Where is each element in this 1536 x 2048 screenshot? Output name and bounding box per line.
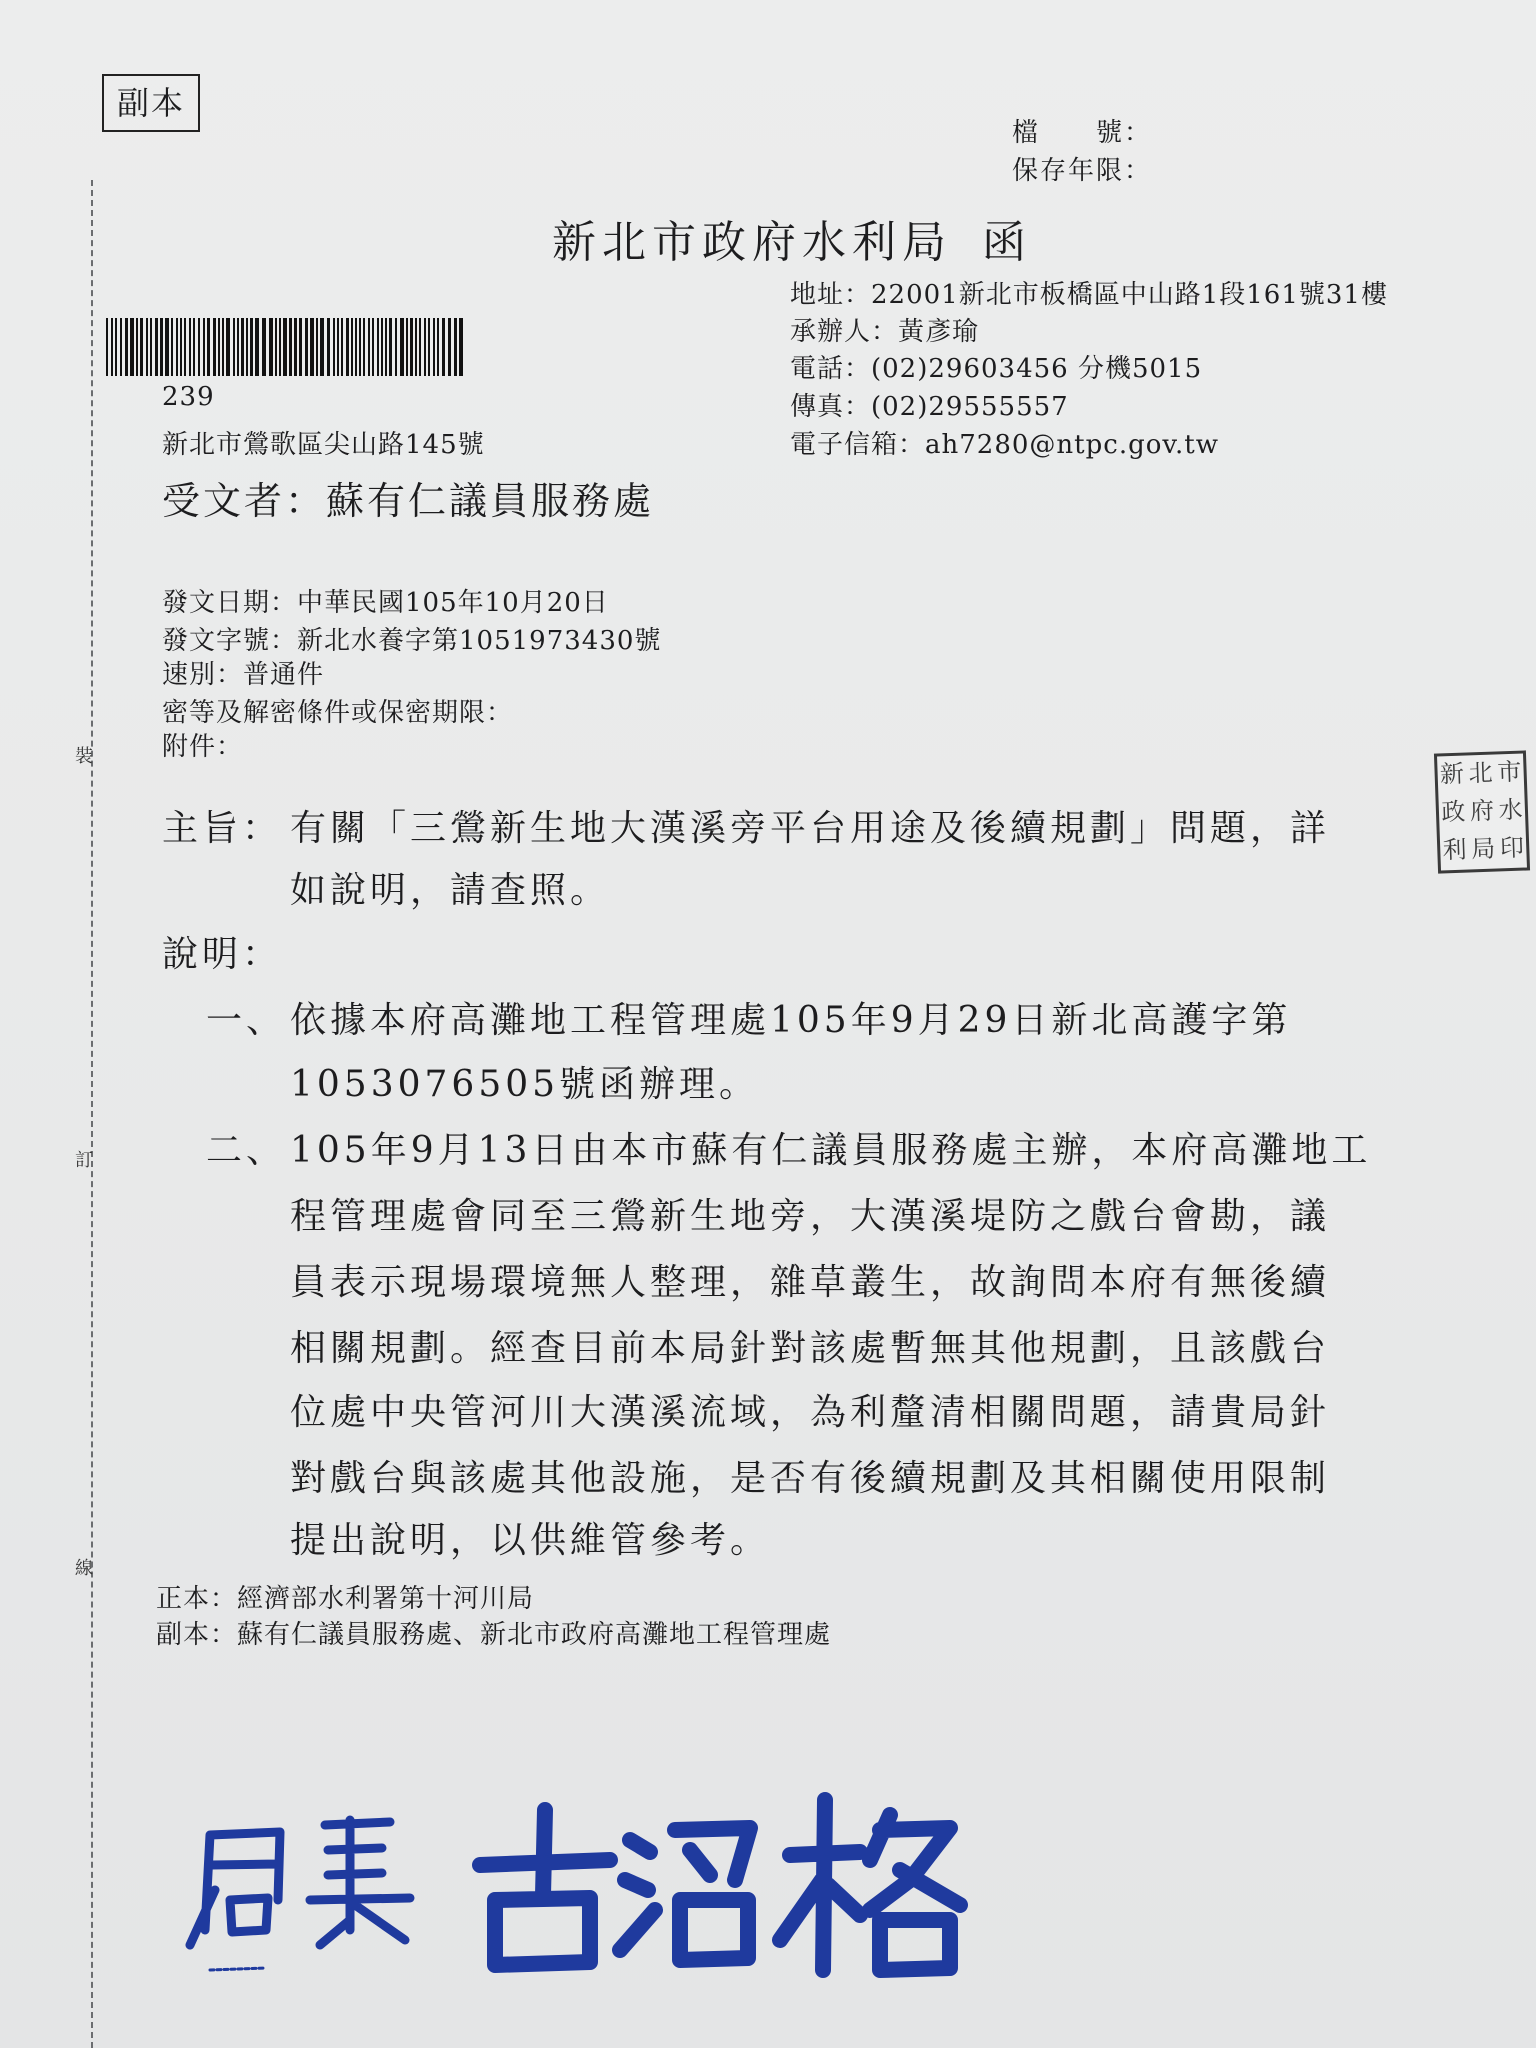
binding-mark-3: 線 — [75, 1558, 93, 1579]
subject-line-1: 有關「三鶯新生地大漢溪旁平台用途及後續規劃」問題，詳 — [290, 808, 1331, 849]
file-number-label: 檔 號： — [1012, 118, 1153, 148]
seal-char: 局 — [1470, 834, 1496, 864]
retention-period-label: 保存年限： — [1012, 156, 1153, 186]
item-2-line-5: 位處中央管河川大漢溪流域，為利釐清相關問題，請貴局針 — [290, 1392, 1331, 1433]
document-title — [552, 206, 1032, 270]
recipient-address: 新北市鶯歌區尖山路145號 — [162, 430, 485, 460]
director-signature-stamp — [150, 1780, 1010, 1980]
seal-char: 印 — [1499, 833, 1525, 863]
phone: 電話：(02)29603456 分機5015 — [790, 354, 1203, 384]
seal-char: 水 — [1498, 795, 1524, 825]
item-2-marker: 二、 — [206, 1130, 287, 1171]
issue-date: 發文日期：中華民國105年10月20日 — [162, 588, 609, 618]
agency-address: 地址：22001新北市板橋區中山路1段161號31樓 — [790, 280, 1388, 310]
document-title-agency: 新北市政府水利局 — [552, 217, 952, 268]
item-1-line-1: 依據本府高灘地工程管理處105年9月29日新北高護字第 — [290, 1000, 1292, 1041]
main-recipient: 正本：經濟部水利署第十河川局 — [156, 1584, 535, 1614]
barcode — [104, 318, 464, 376]
copy-stamp: 副本 — [102, 74, 200, 132]
subject-label: 主旨： — [162, 808, 283, 849]
seal-char: 政 — [1440, 797, 1466, 827]
official-seal — [1434, 750, 1530, 873]
copy-recipients: 副本：蘇有仁議員服務處、新北市政府高灘地工程管理處 — [156, 1620, 832, 1650]
attachment: 附件： — [162, 732, 244, 762]
item-1-line-2: 1053076505號函辦理。 — [290, 1064, 760, 1105]
email: 電子信箱：ah7280@ntpc.gov.tw — [790, 430, 1219, 460]
subject-line-2: 如說明，請查照。 — [290, 870, 611, 911]
seal-char: 府 — [1469, 796, 1495, 826]
binding-mark-2: 訂 — [75, 1150, 93, 1171]
binding-line — [91, 180, 93, 2048]
item-2-line-6: 對戲台與該處其他設施，是否有後續規劃及其相關使用限制 — [290, 1458, 1331, 1499]
document-number: 發文字號：新北水養字第1051973430號 — [162, 626, 662, 656]
fax: 傳真：(02)29555557 — [790, 392, 1069, 422]
item-1-marker: 一、 — [206, 1000, 287, 1041]
delivery-speed: 速別：普通件 — [162, 660, 325, 690]
seal-char: 新 — [1439, 759, 1465, 789]
secrecy-level: 密等及解密條件或保密期限： — [162, 698, 514, 728]
item-2-line-2: 程管理處會同至三鶯新生地旁，大漢溪堤防之戲台會勘，議 — [290, 1196, 1331, 1237]
handler: 承辦人：黃彥瑜 — [790, 317, 980, 347]
item-2-line-7: 提出說明，以供維管參考。 — [290, 1520, 771, 1561]
document-title-suffix: 函 — [982, 217, 1032, 268]
seal-char: 北 — [1468, 758, 1494, 788]
seal-char: 市 — [1496, 757, 1522, 787]
recipient: 受文者：蘇有仁議員服務處 — [162, 479, 655, 523]
recipient-postal-code: 239 — [162, 382, 215, 412]
explanation-label: 說明： — [162, 934, 283, 975]
item-2-line-1: 105年9月13日由本市蘇有仁議員服務處主辦，本府高灘地工 — [290, 1130, 1372, 1171]
item-2-line-4: 相關規劃。經查目前本局針對該處暫無其他規劃，且該戲台 — [290, 1328, 1331, 1369]
item-2-line-3: 員表示現場環境無人整理，雜草叢生，故詢問本府有無後續 — [290, 1262, 1331, 1303]
seal-char: 利 — [1442, 835, 1468, 865]
binding-mark-1: 裝 — [75, 746, 93, 767]
